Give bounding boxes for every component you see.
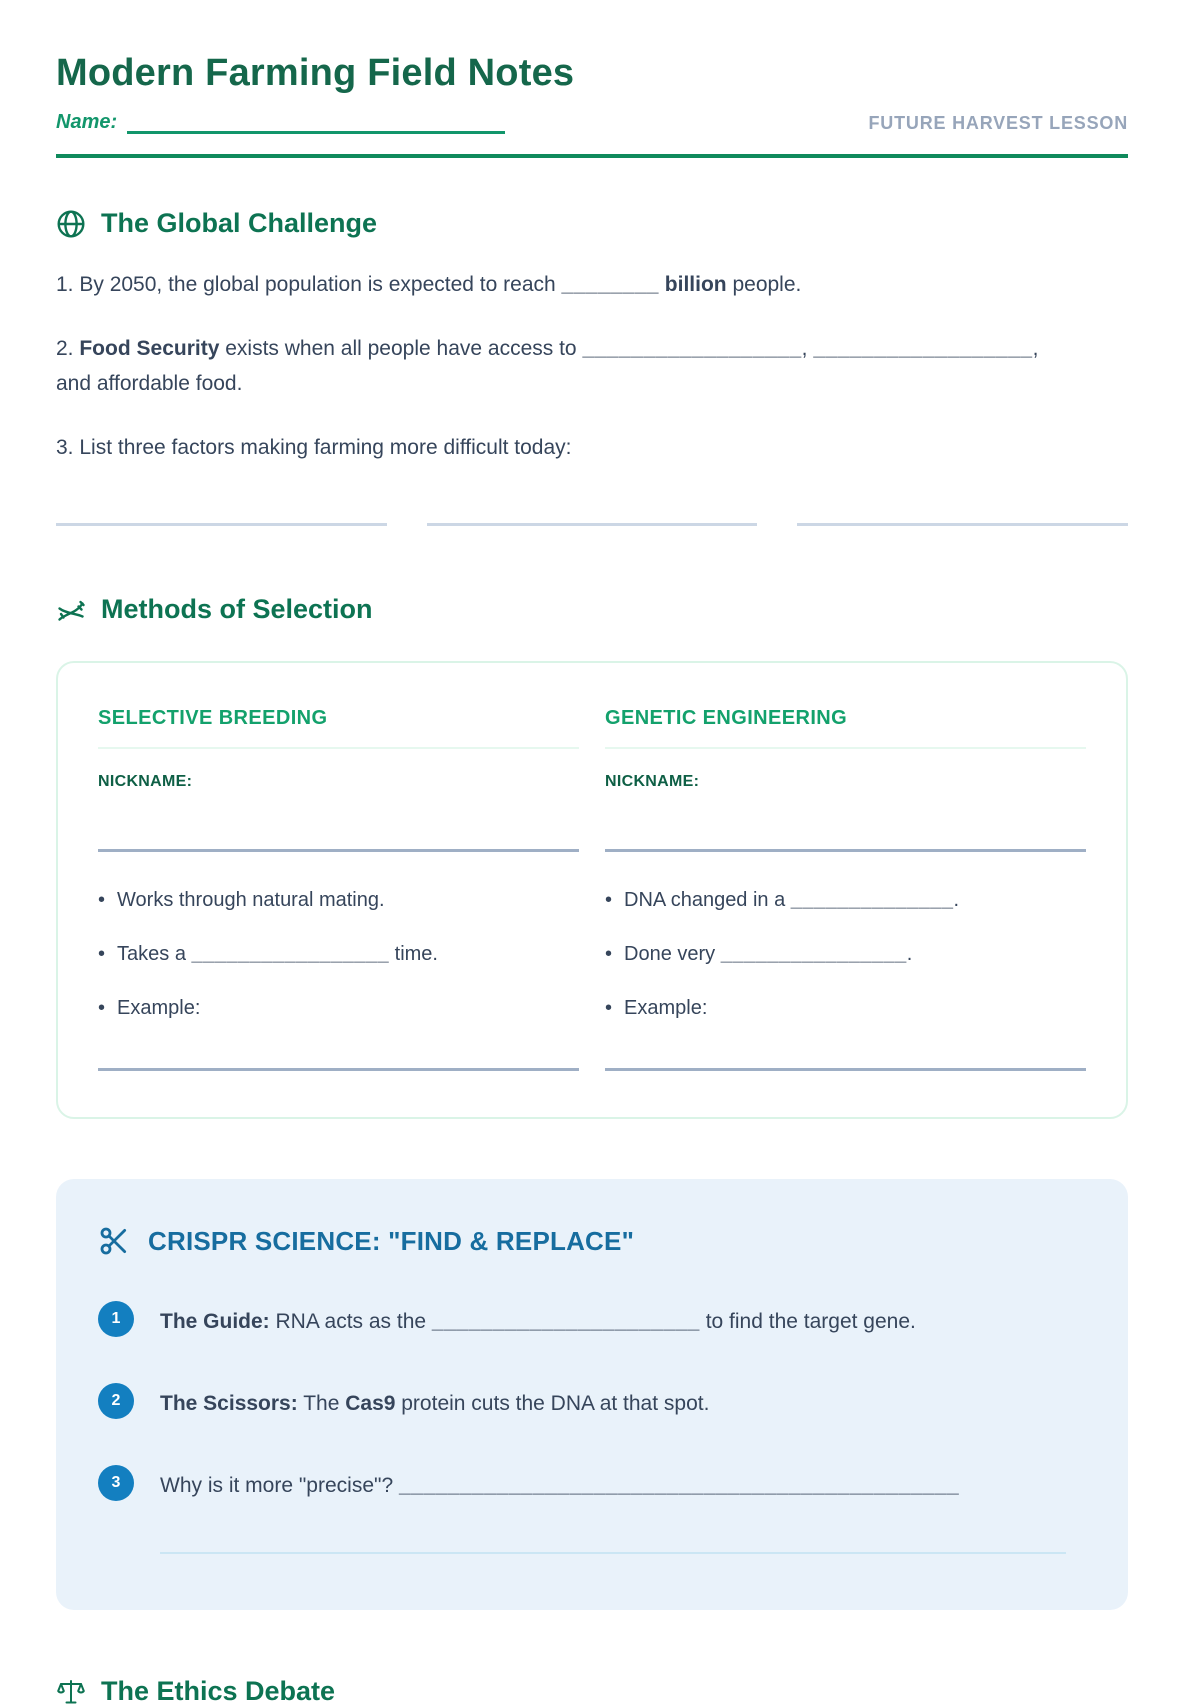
nickname-label: NICKNAME: [98,773,193,791]
bullet-dot: • [605,997,613,1020]
scales-icon [56,1677,86,1707]
q1-text: 1. By 2050, the global population is expected to reach [56,273,562,296]
header-divider [56,154,1128,158]
bullet-dot: • [98,997,106,1020]
name-blank-line [127,120,505,134]
question-1 [56,268,1128,303]
step-number-badge: 1 [98,1301,134,1337]
question-2 [56,332,1128,402]
bullet-dot: • [98,889,106,912]
lesson-tag: FUTURE HARVEST LESSON [868,113,1128,133]
section-heading-label: Methods of Selection [101,594,373,625]
crispr-answer-line [160,1552,1066,1554]
bullet-text: Done very ________________. [624,943,913,966]
q2-blank-2: __________________ [813,336,1033,360]
name-field [56,111,505,134]
crispr-step-1 [98,1303,1084,1339]
nickname-blank-line [98,849,579,852]
crispr-step-text: Why is it more "precise"? ______________________________________________ [160,1473,960,1497]
methods-heading [56,594,1128,625]
column-title: GENETIC ENGINEERING [605,707,1086,749]
crispr-step-3 [98,1467,1084,1503]
q2-mid: exists when all people have access to [219,336,583,360]
bullet-item [605,886,1086,914]
column-title: SELECTIVE BREEDING [98,707,579,749]
bullet-item [98,886,579,914]
crispr-heading-label: CRISPR SCIENCE: "FIND & REPLACE" [148,1225,635,1256]
bullet-list [605,886,1086,1022]
genetic-engineering-column [605,707,1086,1071]
step-number-badge: 2 [98,1383,134,1419]
ethics-section [56,1676,1128,1707]
header-row [56,111,1128,134]
crispr-step-2 [98,1385,1084,1421]
nickname-label: NICKNAME: [605,773,700,791]
bullet-list [98,886,579,1022]
bullet-item [605,940,1086,968]
bullet-text: DNA changed in a ______________. [624,889,960,912]
nickname-blank-line [605,849,1086,852]
global-challenge-heading [56,208,1128,239]
bullet-dot: • [605,889,613,912]
question-3: 3. List three factors making farming more difficult today: [56,435,572,459]
answer-blank-line-3 [797,523,1128,526]
bullet-dot: • [98,943,106,966]
q1-post: people. [726,273,802,296]
step-number-badge: 3 [98,1465,134,1501]
dna-icon [56,595,86,625]
crispr-step-text: The Scissors: The Cas9 protein cuts the DNA at that spot. [160,1392,710,1416]
q1-blank: ________ [561,273,659,296]
example-blank-line [605,1068,1086,1071]
bullet-text: Takes a _________________ time. [117,943,438,966]
bullet-text: Example: [117,997,201,1020]
ethics-heading [56,1676,1128,1707]
bullet-text: Example: [624,997,708,1020]
section-heading-label: The Ethics Debate [101,1676,336,1707]
bullet-dot: • [605,943,613,966]
bullet-item [98,994,579,1022]
scissors-icon [98,1225,130,1257]
section-heading-label: The Global Challenge [101,208,378,238]
q2-sep-2: , [1032,336,1039,360]
methods-section [56,594,1128,1119]
selective-breeding-column [98,707,579,1071]
q2-blank-1: __________________ [582,336,802,360]
q2-num: 2. [56,336,80,360]
methods-comparison-card [56,661,1128,1119]
bullet-item [98,940,579,968]
page-title: Modern Farming Field Notes [56,52,575,94]
bullet-text: Works through natural mating. [117,889,385,912]
name-label: Name: [56,111,118,133]
example-blank-line [98,1068,579,1071]
bullet-item [605,994,1086,1022]
crispr-science-card [56,1179,1128,1610]
crispr-step-text: The Guide: RNA acts as the ______________________ to find the target gene. [160,1310,916,1334]
q2-bold: Food Security [79,336,220,360]
globe-icon [56,209,86,239]
question-3-answer-lines [56,523,1128,526]
q1-bold: billion [658,273,727,296]
answer-blank-line-2 [427,523,758,526]
crispr-heading [98,1225,1084,1257]
q2-line-2: and affordable food. [56,371,243,395]
global-challenge-section [56,208,1128,526]
q2-sep: , [801,336,814,360]
answer-blank-line-1 [56,523,387,526]
